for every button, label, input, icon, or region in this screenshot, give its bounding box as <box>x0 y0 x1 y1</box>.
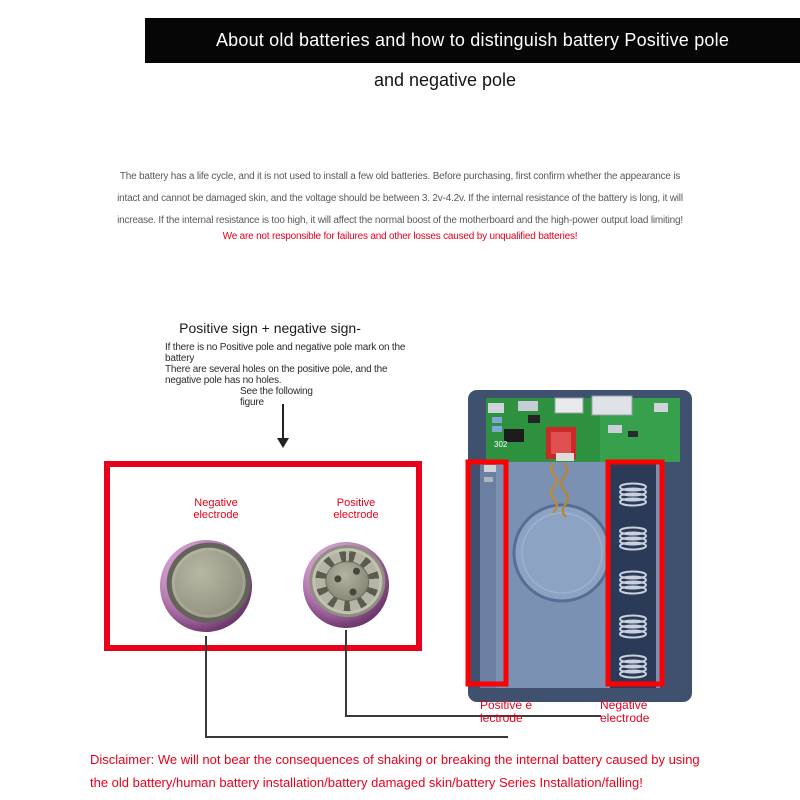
pcb-silkscreen-text: 302 <box>494 440 508 449</box>
red-component-core <box>551 432 571 454</box>
intro-line: The battery has a life cycle, and it is not used to install a few old batteries. Before purchasing, first confirm whether the appearance is <box>119 171 681 182</box>
usb-port-2 <box>592 396 632 415</box>
contact-tab <box>484 477 493 482</box>
page-title-line2: and negative pole <box>373 70 517 90</box>
powerbank-photo <box>458 385 698 705</box>
guide-note-2: There are several holes on the positive pole, and the negative pole has no holes. <box>165 364 388 386</box>
intro-paragraph <box>0 166 800 232</box>
intro-line: increase. If the internal resistance is too high, it will affect the normal boost of the motherboard and the high-power output load limiting! <box>117 215 683 226</box>
vent-hole <box>349 588 356 595</box>
guide-heading: Positive sign + negative sign- <box>179 320 361 336</box>
pcb-board <box>486 396 680 462</box>
vent-hole <box>334 575 341 582</box>
component <box>492 417 502 423</box>
usb-port-1 <box>555 398 583 413</box>
component <box>654 403 668 412</box>
positive-electrode-label: Positive electrode <box>333 497 379 521</box>
positive-battery-photo <box>300 539 392 631</box>
warning-text: We are not responsible for failures and other losses caused by unqualified batteries! <box>222 231 578 242</box>
component <box>492 426 502 432</box>
chip <box>528 415 540 423</box>
negative-electrode-label: Negative electrode <box>193 497 239 521</box>
component <box>608 425 622 433</box>
circle-cutout <box>514 505 610 601</box>
guide-note-3: See the following figure <box>240 386 313 408</box>
down-arrow <box>277 404 289 448</box>
disclaimer <box>90 748 750 794</box>
contact-tab <box>484 465 496 472</box>
powerbank-negative-electrode-label: Negative electrode <box>600 698 650 725</box>
disclaimer-line: the old battery/human battery installation/battery damaged skin/battery Series Installation/falling! <box>90 775 643 790</box>
guide-note-1: If there is no Positive pole and negative pole mark on the battery <box>165 342 406 364</box>
chip <box>628 431 638 437</box>
vent-hole <box>353 567 360 574</box>
component <box>488 403 504 413</box>
page-title-line1: About old batteries and how to distinguish battery Positive pole <box>215 30 730 50</box>
intro-line: intact and cannot be damaged skin, and the voltage should be between 3. 2v-4.2v. If the internal resistance of the battery is long, it will <box>117 193 683 204</box>
negative-battery-photo <box>155 535 256 636</box>
connector <box>556 453 574 461</box>
interior-shade <box>480 462 496 688</box>
component <box>518 401 538 411</box>
powerbank-positive-electrode-label: Positive electrode <box>480 698 533 725</box>
disclaimer-line: Disclaimer: We will not bear the consequences of shaking or breaking the internal battery caused by using <box>90 752 700 767</box>
header-bar <box>145 18 800 63</box>
